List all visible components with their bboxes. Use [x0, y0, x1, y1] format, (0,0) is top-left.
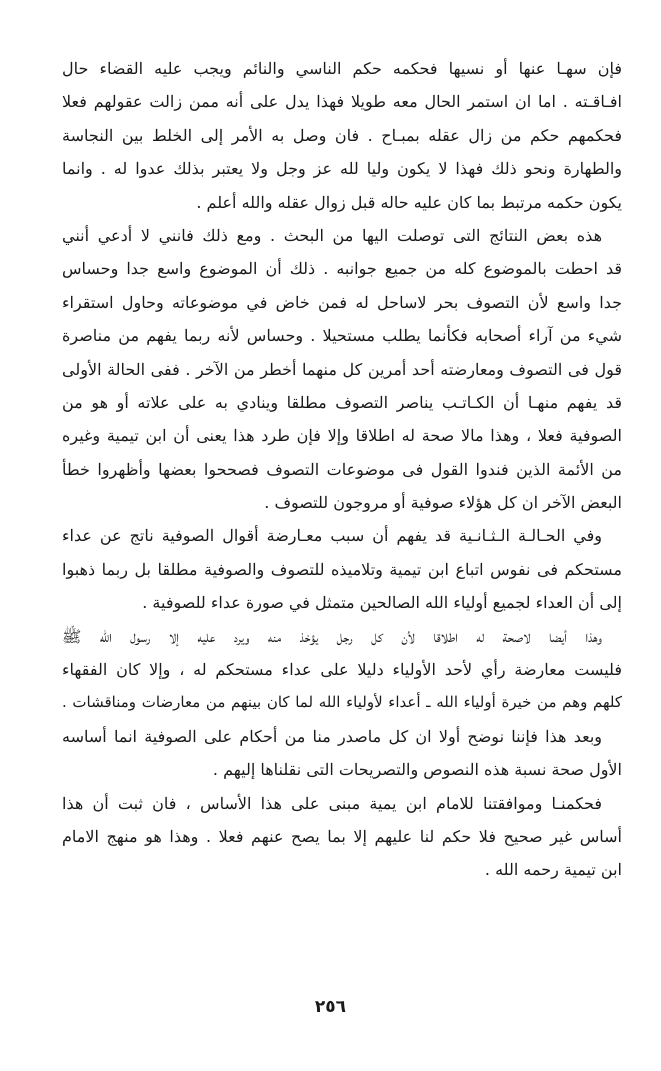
text-line: وفي الحـالـة الـثـانـية قد يفهم أن سبب معـارضة أقوال الصوفية ناتج عن عداء: [62, 526, 602, 546]
text-line: والطهارة ونحو ذلك فهذا لا يكون وليا لله عز وجل ولا يعتبر بذلك عدوا له . وانما: [62, 159, 622, 179]
body-text: [62, 52, 622, 887]
text-line: قد يفهم منهـا أن الكـاتـب يناصر التصوف مطلقا وينادي به على علاته أو هو من: [62, 392, 622, 412]
text-line: مستحكم فى نفوس اتباع ابن تيمية وتلاميذه للتصوف والصوفية مطلقا بل ربما ذهبوا: [62, 559, 622, 579]
text-line: أساس غير صحيح فلا حكم لنا عليهم إلا بما يصح عنهم فعلا . وهذا هو منهج الامام: [62, 826, 622, 846]
text-line: فليست معارضة رأي لأحد الأولياء دليلا على عداء مستحكم له ، وإلا كان الفقهاء: [62, 660, 622, 680]
text-line: كلهم وهم من خيرة أولياء الله ـ أعداء لأولياء الله لما كان بينهم من معارضات ومناقشات .: [62, 693, 622, 712]
text-line: الأول صحة نسبة هذه النصوص والتصريحات التى نقلناها إليهم .: [212, 760, 622, 780]
text-line: ابن تيمية رحمه الله .: [484, 860, 622, 880]
text-line: قول فى التصوف ومعارضته أحد أمرين كل منهما أخطر من الآخر . ففى الحالة الأولى: [62, 359, 622, 379]
text-line: وهذا أيضا لاصحة له اطلاقا لأن كل رجل يؤخذ منه ويرد عليه إلا رسول الله ﷺ: [62, 626, 602, 646]
text-line: فحكمهم حكم من زال عقله بمبـاح . فان وصل به الأمر إلى الخلط بين النجاسة: [62, 125, 622, 145]
text-line: الصوفية فعلا ، وهذا مالا صحة له اطلاقا وإلا فإن طرد هذا يعنى أن ابن تيمية وغيره: [62, 426, 622, 446]
text-line: من الأئمة الذين فندوا القول فى موضوعات التصوف فصححوا بعضها وأظهروا خطأ: [62, 459, 622, 479]
text-line: فحكمنـا وموافقتنا للامام ابن يمية مبنى على هذا الأساس ، فان ثبت أن هذا: [62, 793, 602, 813]
text-line: جدا واسع لأن التصوف بحر لاساحل له فمن خاض في موضوعاته وحاول استقراء: [62, 292, 622, 312]
page-number: ٢٥٦: [314, 997, 347, 1017]
text-line: إلى أن العداء لجميع أولياء الله الصالحين متمثل في صورة عداء للصوفية .: [142, 593, 622, 613]
text-line: وبعد هذا فإننا نوضح أولا ان كل ماصدر منا من أحكام على الصوفية انما أساسه: [62, 726, 602, 746]
text-line: يكون حكمه مرتبط بما كان عليه حاله قبل زوال عقله والله أعلم .: [196, 192, 622, 212]
text-line: شيء من آراء أصحابه فكأنما يطلب مستحيلا . وحساس لأنه ربما يفهم من مناصرة: [62, 326, 623, 346]
text-line: البعض الآخر ان كل هؤلاء صوفية أو مروجون للتصوف .: [264, 493, 622, 513]
text-line: افـاقـته . اما ان استمر الحال معه طويلا فهذا يدل على أنه ممن زالت عقولهم فعلا: [62, 92, 622, 112]
text-line: هذه بعض النتائج التى توصلت اليها من البحث . ومع ذلك فانني لا أدعي أنني: [62, 225, 602, 245]
text-line: قد احطت بالموضوع كله من جميع جوانبه . ذلك أن الموضوع واسع جدا وحساس: [62, 259, 622, 279]
text-line: فإن سهـا عنها أو نسيها فحكمه حكم الناسي والنائم ويجب عليه القضاء حال: [62, 59, 622, 78]
